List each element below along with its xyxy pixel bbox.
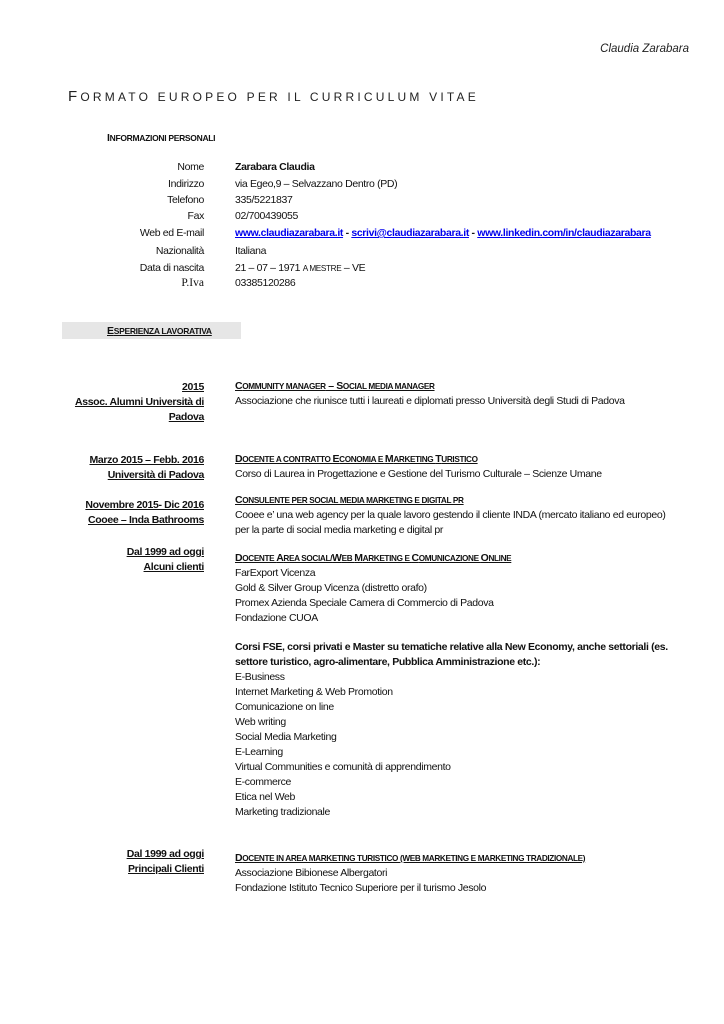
course-item: Web writing xyxy=(235,716,286,728)
client-item: Promex Azienda Speciale Camera di Commercio di Padova xyxy=(235,597,494,609)
role-part: – S xyxy=(325,380,343,392)
experience-period xyxy=(127,847,204,877)
email-link[interactable]: scrivi@claudiazarabara.it xyxy=(351,227,469,239)
role-part: T xyxy=(435,453,442,465)
experience-role xyxy=(235,493,666,508)
info-label: Nazionalità xyxy=(155,245,204,257)
experience-role xyxy=(235,452,602,467)
client-item: Associazione Bibionese Albergatori xyxy=(235,867,388,879)
birth-place-prefix: A M xyxy=(302,264,316,273)
course-item: E-commerce xyxy=(235,776,292,788)
role-part: OMMUNITY MANAGER xyxy=(242,382,326,391)
birth-place-name: ESTRE xyxy=(315,264,342,273)
role-part: M xyxy=(384,453,394,465)
section-heading-rest: NFORMAZIONI PERSONALI xyxy=(109,133,216,143)
experience-role xyxy=(235,551,695,566)
experience-period xyxy=(89,453,204,483)
info-label: Fax xyxy=(187,210,204,222)
client-item: Gold & Silver Group Vicenza (distretto orafo) xyxy=(235,582,427,594)
experience-date: Dal 1999 ad oggi xyxy=(126,546,204,558)
info-value: 03385120286 xyxy=(235,277,296,289)
document-title xyxy=(68,88,479,105)
info-row-name xyxy=(0,161,724,177)
experience-date: Marzo 2015 – Febb. 2016 xyxy=(89,454,204,466)
info-row-fax xyxy=(0,210,724,226)
info-value: via Egeo,9 – Selvazzano Dentro (PD) xyxy=(235,178,398,190)
birth-date: 21 – 07 – 1971 xyxy=(235,262,303,274)
course-item: Internet Marketing & Web Promotion xyxy=(235,686,393,698)
experience-period xyxy=(85,498,204,528)
role-part: CONOMIA E xyxy=(339,455,385,464)
experience-details xyxy=(235,379,625,409)
experience-date: 2015 xyxy=(182,381,204,393)
experience-description: Corso di Laurea in Progettazione e Gestione del Turismo Culturale – Scienze Umane xyxy=(235,468,602,480)
experience-details xyxy=(235,452,602,482)
link-separator: - xyxy=(343,227,352,239)
section-heading-initial: I xyxy=(107,132,110,144)
info-value: Italiana xyxy=(235,245,267,257)
info-label: P.Iva xyxy=(181,277,204,289)
role-part: D xyxy=(235,852,243,864)
role-part: REA SOCIAL/ xyxy=(283,554,333,563)
course-item: Etica nel Web xyxy=(235,791,296,803)
course-item: Marketing tradizionale xyxy=(235,806,331,818)
info-value xyxy=(235,262,365,274)
experience-employer: Assoc. Alumni Università di xyxy=(74,396,204,408)
course-item: Social Media Marketing xyxy=(235,731,337,743)
role-part: A xyxy=(276,552,284,564)
experience-role xyxy=(235,379,625,394)
client-item: FarExport Vicenza xyxy=(235,567,316,579)
role-part: OCENTE xyxy=(242,554,277,563)
experience-clients-label: Principali Clienti xyxy=(128,863,204,875)
experience-employer: Padova xyxy=(168,411,204,423)
role-part: OCIAL MEDIA MANAGER xyxy=(342,382,435,391)
link-separator: - xyxy=(468,227,478,239)
role-part: ARKETING xyxy=(393,455,436,464)
spacer xyxy=(235,626,695,640)
experience-date: Dal 1999 ad oggi xyxy=(126,848,204,860)
info-label: Indirizzo xyxy=(168,178,204,190)
role-part: M xyxy=(354,552,363,564)
section-heading-rest: SPERIENZA LAVORATIVA xyxy=(113,326,212,336)
course-item: Virtual Communities e comunità di apprendimento xyxy=(235,761,451,773)
info-label: Nome xyxy=(177,161,204,173)
role-part: OMUNICAZIONE xyxy=(418,554,481,563)
info-row-vat xyxy=(0,277,724,293)
role-part: C xyxy=(235,380,243,392)
section-heading-personal-info xyxy=(107,132,215,144)
experience-description: Cooee e’ una web agency per la quale lavoro gestendo il cliente INDA (mercato italiano ed europeo) xyxy=(235,509,666,521)
experience-description: Associazione che riunisce tutti i laureati e diplomati presso Università degli Studi di Padova xyxy=(235,395,625,407)
role-part: OCENTE A CONTRATTO xyxy=(242,455,333,464)
info-row-web-email xyxy=(0,227,724,243)
info-label: Telefono xyxy=(167,194,204,206)
document-title-initial: F xyxy=(68,88,81,105)
course-item: Comunicazione on line xyxy=(235,701,334,713)
role-part: ONSULENTE PER SOCIAL MEDIA MARKETING E DIGITAL PR xyxy=(242,496,464,505)
role-part: O xyxy=(480,552,489,564)
section-heading-work-experience xyxy=(107,325,212,337)
course-item: E-Learning xyxy=(235,746,283,758)
document-title-rest: ORMATO EUROPEO PER IL CURRICULUM VITAE xyxy=(80,90,479,104)
info-label: Web ed E-mail xyxy=(139,227,204,239)
website-link[interactable]: www.claudiazarabara.it xyxy=(235,227,344,239)
role-part: URISTICO xyxy=(441,455,478,464)
info-label: Data di nascita xyxy=(139,262,204,274)
role-part: D xyxy=(235,453,243,465)
info-row-nationality xyxy=(0,245,724,261)
client-item: Fondazione Istituto Tecnico Superiore per il turismo Jesolo xyxy=(235,882,487,894)
experience-employer: Università di Padova xyxy=(107,469,204,481)
role-part: C xyxy=(411,552,419,564)
experience-details xyxy=(235,851,585,896)
courses-heading: Corsi FSE, corsi privati e Master su tematiche relative alla New Economy, anche settoriali (es. settore turistico, agro-alimentare, Pubblica Amministrazione etc.): xyxy=(235,641,668,668)
info-row-phone xyxy=(0,194,724,210)
experience-details xyxy=(235,551,695,820)
role-part: E xyxy=(332,453,340,465)
experience-description: per la parte di social media marketing e digital pr xyxy=(235,524,444,536)
linkedin-link[interactable]: www.linkedin.com/in/claudiazarabara xyxy=(477,227,651,239)
experience-period xyxy=(127,545,204,575)
role-part: C xyxy=(235,494,243,506)
info-value: 02/700439055 xyxy=(235,210,298,222)
experience-details xyxy=(235,493,666,538)
role-part: NLINE xyxy=(488,554,512,563)
experience-clients-label: Alcuni clienti xyxy=(143,561,204,573)
header-author-name: Claudia Zarabara xyxy=(600,43,689,55)
experience-period xyxy=(75,380,204,425)
birth-province: – VE xyxy=(341,262,366,274)
info-row-birth xyxy=(0,262,724,278)
info-value: 335/5221837 xyxy=(235,194,293,206)
role-part: D xyxy=(235,552,243,564)
experience-date: Novembre 2015- Dic 2016 xyxy=(85,499,204,511)
role-part: ARKETING E xyxy=(362,554,412,563)
section-heading-initial: E xyxy=(107,325,114,337)
course-item: E-Business xyxy=(235,671,285,683)
role-part: W xyxy=(332,552,342,564)
role-part: EB xyxy=(341,554,355,563)
info-value-links xyxy=(235,227,651,239)
info-row-address xyxy=(0,178,724,194)
experience-employer: Cooee – Inda Bathrooms xyxy=(88,514,204,526)
role-part: OCENTE IN AREA MARKETING TURISTICO (WEB MARKETING E MARKETING TRADIZIONALE) xyxy=(242,854,586,863)
info-value: Zarabara Claudia xyxy=(235,161,315,173)
experience-role xyxy=(235,851,585,866)
client-item: Fondazione CUOA xyxy=(235,612,318,624)
